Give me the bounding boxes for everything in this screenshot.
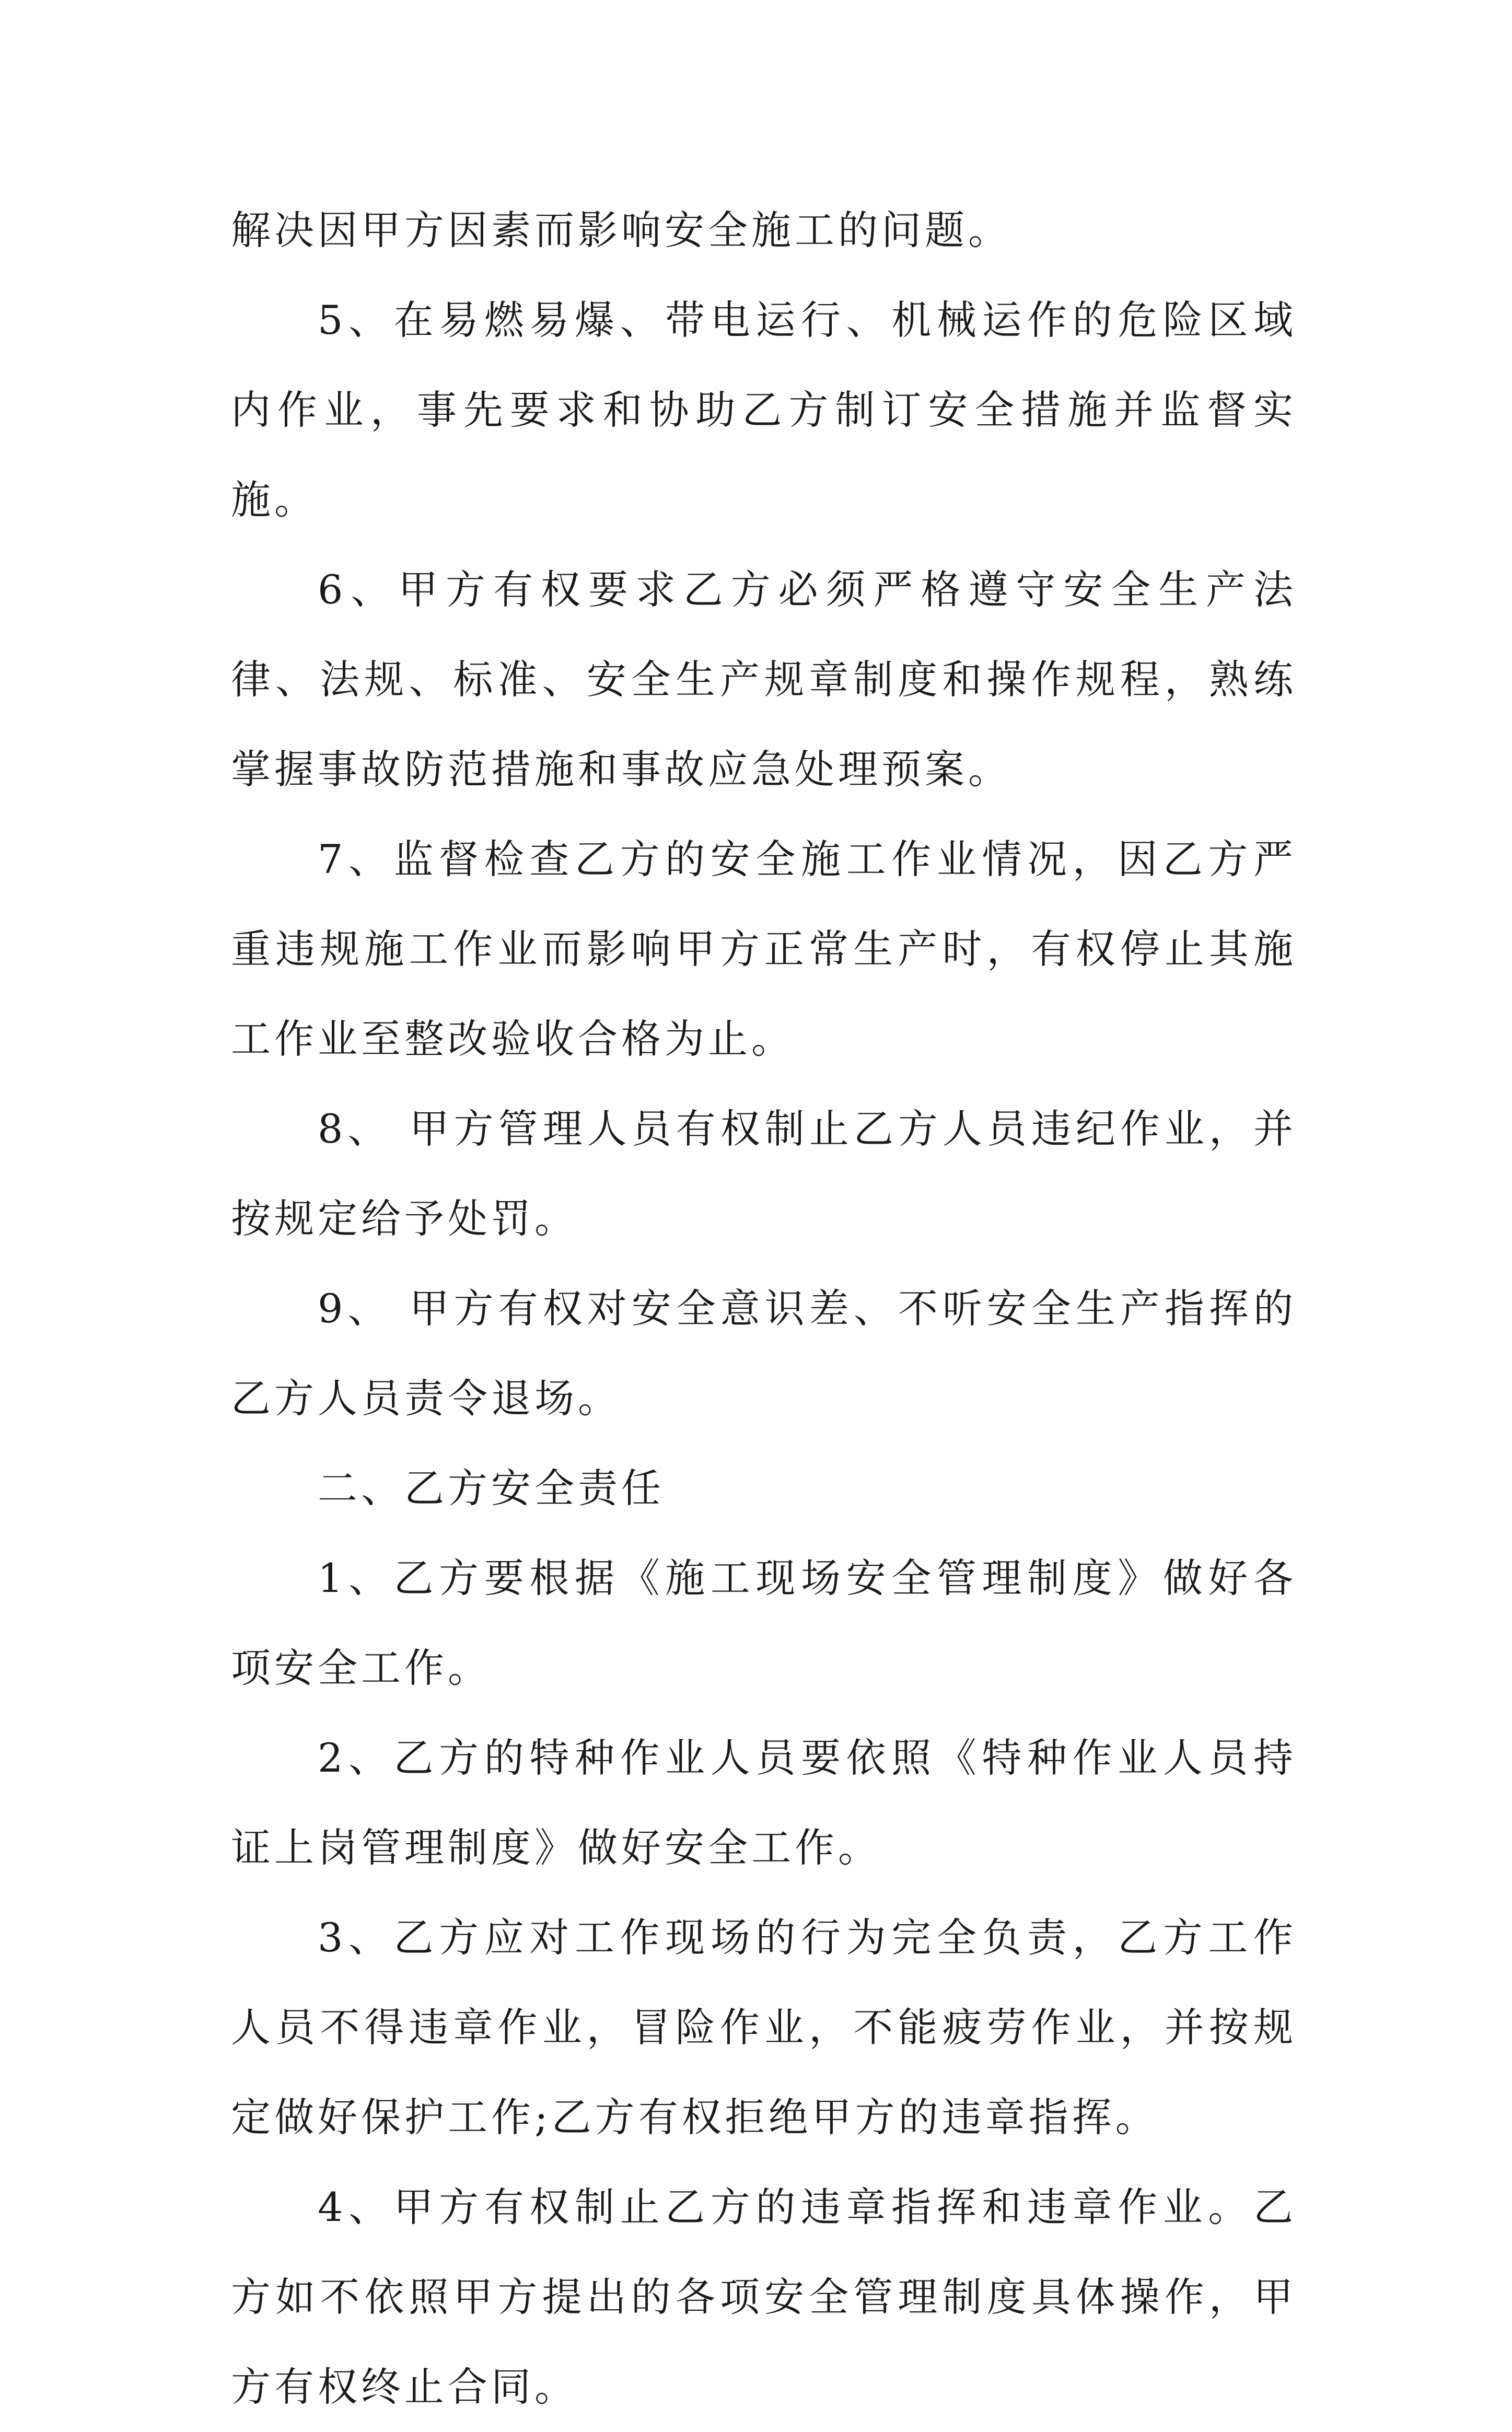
paragraph-item-5: 5、在易燃易爆、带电运行、机械运作的危险区域内作业，事先要求和协助乙方制订安全措施并监督实施。 <box>231 297 1297 523</box>
paragraph-item-8: 8、 甲方管理人员有权制止乙方人员违纪作业，并按规定给予处罚。 <box>231 1106 1297 1242</box>
paragraph-item-6: 6、甲方有权要求乙方必须严格遵守安全生产法律、法规、标准、安全生产规章制度和操作规程，熟练掌握事故防范措施和事故应急处理预案。 <box>231 566 1297 793</box>
paragraph-continuation: 解决因甲方因素而影响安全施工的问题。 <box>231 207 1011 253</box>
section-heading: 二、乙方安全责任 <box>318 1465 665 1511</box>
paragraph-b-item-2: 2、乙方的特种作业人员要依照《特种作业人员持证上岗管理制度》做好安全工作。 <box>231 1735 1297 1871</box>
paragraph-b-item-1: 1、乙方要根据《施工现场安全管理制度》做好各项安全工作。 <box>231 1555 1297 1691</box>
paragraph-b-item-4: 4、甲方有权制止乙方的违章指挥和违章作业。乙方如不依照甲方提出的各项安全管理制度具体操作，甲方有权终止合同。 <box>231 2184 1297 2410</box>
paragraph-item-9: 9、 甲方有权对安全意识差、不听安全生产指挥的乙方人员责令退场。 <box>231 1285 1297 1422</box>
paragraph-b-item-3: 3、乙方应对工作现场的行为完全负责，乙方工作人员不得违章作业，冒险作业，不能疲劳作业，并按规定做好保护工作;乙方有权拒绝甲方的违章指挥。 <box>231 1914 1297 2140</box>
document-body <box>231 185 1297 2432</box>
paragraph-item-7: 7、监督检查乙方的安全施工作业情况，因乙方严重违规施工作业而影响甲方正常生产时，有权停止其施工作业至整改验收合格为止。 <box>231 836 1297 1062</box>
